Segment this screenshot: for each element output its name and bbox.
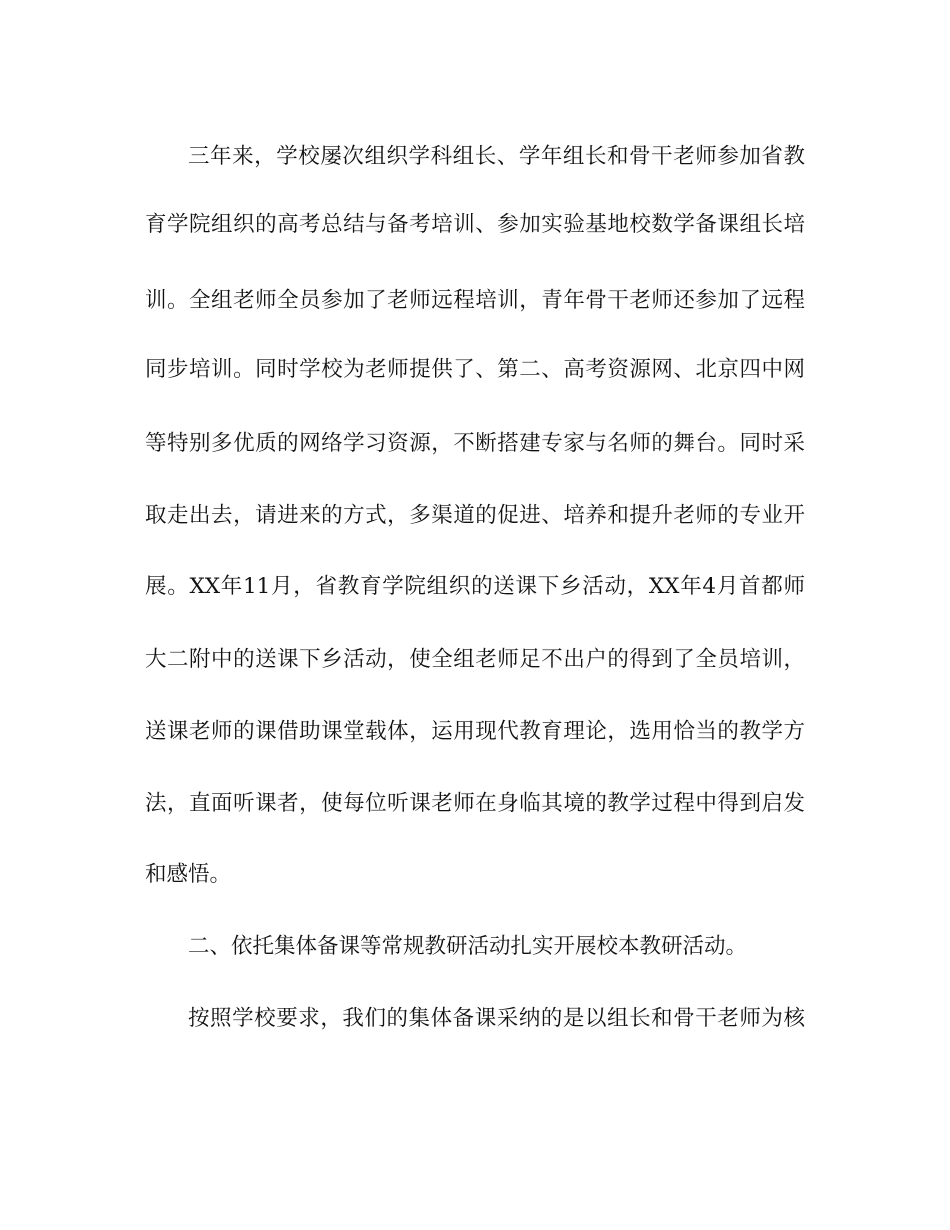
paragraph-line: 育学院组织的高考总结与备考培训、参加实验基地校数学备课组长培	[145, 212, 805, 237]
paragraph-line: 送课老师的课借助课堂载体，运用现代教育理论，选用恰当的教学方	[145, 719, 805, 744]
paragraph-line: 按照学校要求，我们的集体备课采纳的是以组长和骨干老师为核	[188, 1006, 805, 1031]
section-heading: 二、依托集体备课等常规教研活动扎实开展校本教研活动。	[188, 934, 748, 959]
paragraph-line: 等特别多优质的网络学习资源，不断搭建专家与名师的舞台。同时采	[145, 431, 805, 456]
paragraph-line: 三年来，学校屡次组织学科组长、学年组长和骨干老师参加省教	[188, 144, 805, 169]
paragraph-line: 法，直面听课者，使每位听课老师在身临其境的教学过程中得到启发	[145, 791, 805, 816]
paragraph-line: 取走出去，请进来的方式，多渠道的促进、培养和提升老师的专业开	[145, 503, 805, 528]
paragraph-line: 训。全组老师全员参加了老师远程培训，青年骨干老师还参加了远程	[145, 288, 805, 313]
paragraph-line: 展。XX年11月，省教育学院组织的送课下乡活动，XX年4月首都师	[145, 574, 805, 599]
paragraph-line: 同步培训。同时学校为老师提供了、第二、高考资源网、北京四中网	[145, 357, 805, 382]
paragraph-line: 和感悟。	[145, 862, 232, 887]
paragraph-line: 大二附中的送课下乡活动，使全组老师足不出户的得到了全员培训，	[145, 647, 805, 672]
